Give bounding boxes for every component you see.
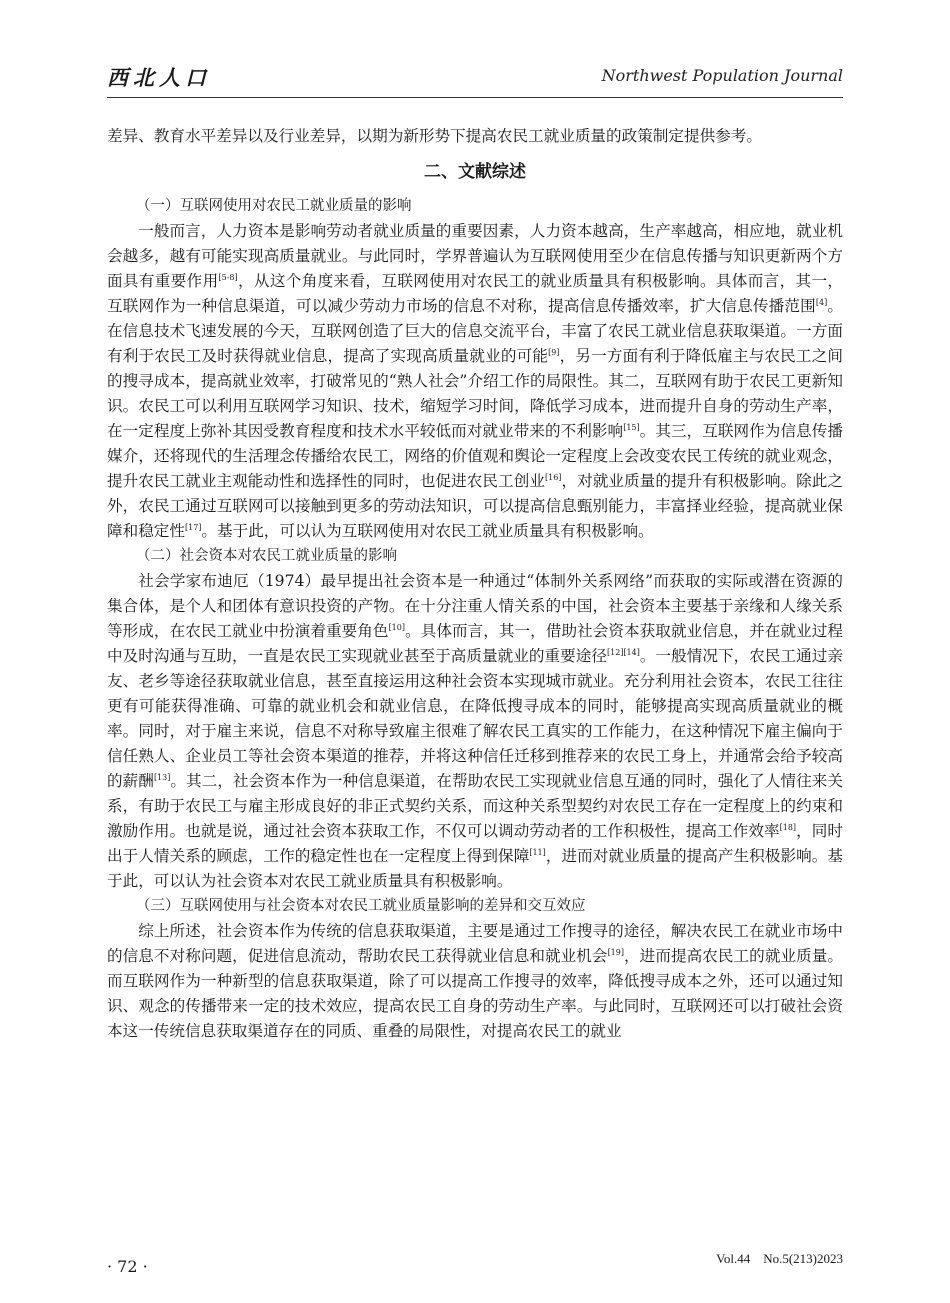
citation: [17]: [184, 523, 202, 532]
citation: [19]: [607, 948, 624, 957]
paragraph-social-capital: 社会学家布迪厄（1974）最早提出社会资本是一种通过“体制外关系网络”而获取的实际或潜在资源的集合体，是个人和团体有意识投资的产物。在十分注重人情关系的中国，社会资本主要基于亲缘和人缘关系等形成，在农民工就业中扮演着重要角色[10]。具体而言，其一，借助社会资本获取就业信息，并在就业过程中及时沟通与互助，一直是农民工实现就业甚至于高质量就业的重要途径[12][14]。一般情况下，农民工通过亲友、老乡等途径获取就业信息，甚至直接运用这种社会资本实现城市就业。充分利用社会资本，农民工往往更有可能获得准确、可靠的就业机会和就业信息，在降低搜寻成本的同时，能够提高实现高质量就业的概率。同时，对于雇主来说，信息不对称导致雇主很难了解农民工真实的工作能力，在这种情况下雇主偏向于信任熟人、企业员工等社会资本渠道的推荐，并将这种信任迁移到推荐来的农民工身上，并通常会给予较高的薪酬[13]。其二，社会资本作为一种信息渠道，在帮助农民工实现就业信息互通的同时，强化了人情往来关系，有助于农民工与雇主形成良好的非正式契约关系，而这种关系型契约对农民工存在一定程度上的约束和激励作用。也就是说，通过社会资本获取工作，不仅可以调动劳动者的工作积极性，提高工作效率[18]，同时出于人情关系的顾虑，工作的稳定性也在一定程度上得到保障[11]，进而对就业质量的提高产生积极影响。基于此，可以认为社会资本对农民工就业质量具有积极影响。: [107, 572, 843, 890]
subsection-title-3: （三）互联网使用与社会资本对农民工就业质量影响的差异和交互效应: [136, 898, 586, 914]
page-number: · 72 ·: [107, 1257, 148, 1276]
paragraph-interaction-effect: 综上所述，社会资本作为传统的信息获取渠道，主要是通过工作搜寻的途径，解决农民工在就业市场中的信息不对称问题，促进信息流动，帮助农民工获得就业信息和就业机会[19]，进而提高农民工的就业质量。而互联网作为一种新型的信息获取渠道，除了可以提高工作搜寻的效率，降低搜寻成本之外，还可以通过知识、观念的传播带来一定的技术效应，提高农民工自身的劳动生产率。与此同时，互联网还可以打破社会资本这一传统信息获取渠道存在的同质、重叠的局限性，对提高农民工的就业: [107, 922, 843, 1040]
section-title: 二、文献综述: [424, 162, 526, 182]
citation: [11]: [529, 848, 546, 857]
citation: [13]: [153, 773, 171, 782]
volume-info: Vol.44 No.5(213)2023: [716, 1251, 843, 1266]
subsection-title-1: （一）互联网使用对农民工就业质量的影响: [136, 198, 412, 214]
running-header: [107, 62, 843, 94]
subsection-title-2: （二）社会资本对农民工就业质量的影响: [136, 548, 397, 564]
journal-name-en: Northwest Population Journal: [601, 66, 843, 85]
citation: [18]: [779, 823, 797, 832]
citation: [9]: [548, 348, 560, 357]
paragraph-internet-use: 一般而言，人力资本是影响劳动者就业质量的重要因素，人力资本越高，生产率越高，相应地，就业机会越多，越有可能实现高质量就业。与此同时，学界普遍认为互联网使用至少在信息传播与知识更新两个方面具有重要作用[5-8]，从这个角度来看，互联网使用对农民工的就业质量具有积极影响。具体而言，其一，互联网作为一种信息渠道，可以减少劳动力市场的信息不对称，提高信息传播效率，扩大信息传播范围[4]。在信息技术飞速发展的今天，互联网创造了巨大的信息交流平台，丰富了农民工就业信息获取渠道。一方面有利于农民工及时获得就业信息，提高了实现高质量就业的可能[9]，另一方面有利于降低雇主与农民工之间的搜寻成本，提高就业效率，打破常见的“熟人社会”介绍工作的局限性。其二，互联网有助于农民工更新知识。农民工可以利用互联网学习知识、技术，缩短学习时间，降低学习成本，进而提升自身的劳动生产率，在一定程度上弥补其因受教育程度和技术水平较低而对就业带来的不利影响[15]。其三，互联网作为信息传播媒介，还将现代的生活理念传播给农民工，网络的价值观和舆论一定程度上会改变农民工传统的就业观念，提升农民工就业主观能动性和选择性的同时，也促进农民工创业[16]，对就业质量的提升有积极影响。除此之外，农民工通过互联网可以接触到更多的劳动法知识，可以提高信息甄别能力，丰富择业经验，提高就业保障和稳定性[17]。基于此，可以认为互联网使用对农民工就业质量具有积极影响。: [107, 222, 843, 540]
intro-tail-paragraph: 差异、教育水平差异以及行业差异，以期为新形势下提高农民工就业质量的政策制定提供参考。: [107, 127, 762, 145]
article-body: [107, 124, 843, 1044]
citation: [16]: [545, 473, 562, 482]
citation: [12][14]: [607, 648, 640, 657]
citation: [15]: [623, 423, 640, 432]
journal-name-cn: 西北人口: [107, 65, 211, 90]
citation: [10]: [388, 623, 405, 632]
header-rule: [107, 97, 843, 98]
citation: [5-8]: [218, 273, 238, 282]
citation: [4]: [815, 298, 828, 307]
